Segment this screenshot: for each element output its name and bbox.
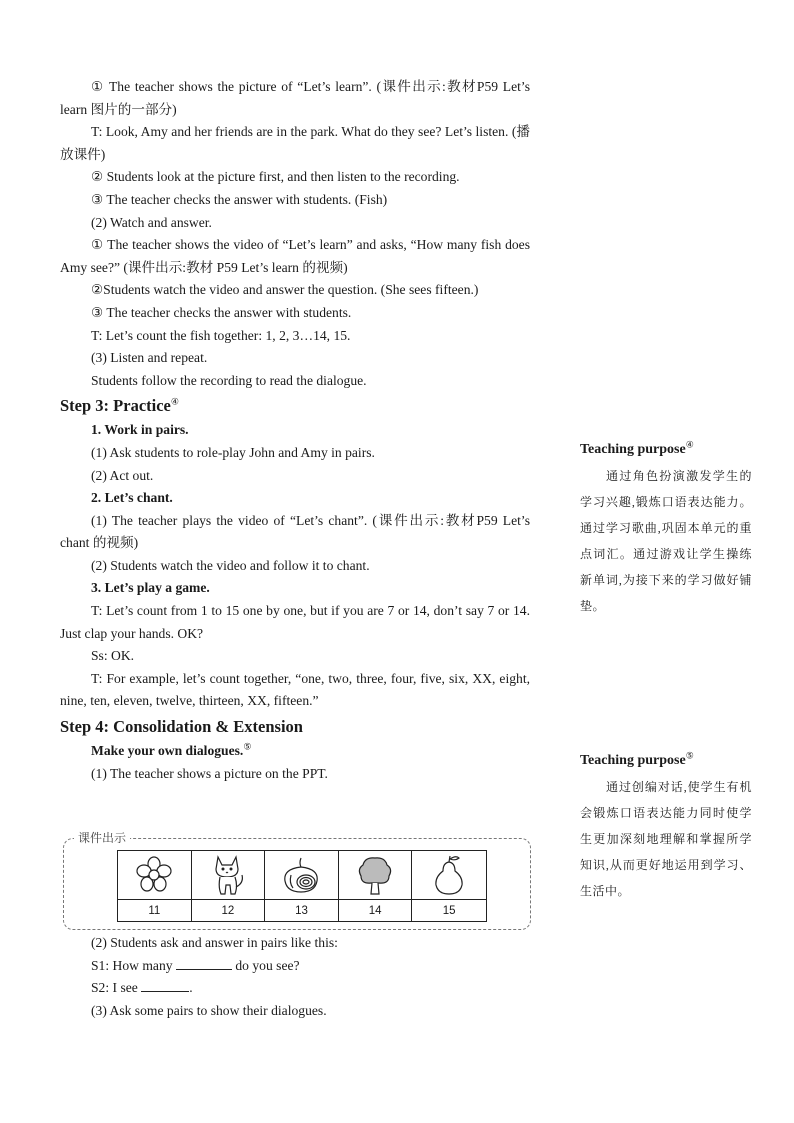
cat-cell (192, 851, 266, 900)
pear-cell (412, 851, 486, 900)
pear-icon (431, 854, 467, 896)
num-cell-11: 11 (118, 900, 192, 921)
para-l4: ③ The teacher checks the answer with students. (Fish) (91, 191, 388, 207)
step4-heading: Step 4: Consolidation & Extension (60, 717, 303, 737)
dialogue-s1-end: do you see? (235, 957, 300, 973)
para-l11: Students follow the recording to read the dialogue. (91, 372, 367, 388)
answer-blank-1 (176, 969, 232, 970)
purpose-5-title (580, 748, 752, 774)
cat-icon (208, 853, 248, 897)
step3-s1b: (2) Act out. (91, 467, 154, 483)
dialogue-s2-start: S2: I see (91, 980, 138, 996)
purpose-5-mark: ⑤ (685, 750, 694, 761)
step3-s1a: (1) Ask students to role-play John and Amy in pairs. (91, 444, 375, 460)
purpose-5-text: 通过创编对话,使学生有机会锻炼口语表达能力同时使学生更加深刻地理解和掌握所学知识,从而更好地运用到学习、生活中。 (580, 780, 752, 898)
step4-s2: (2) Students ask and answer in pairs like this: (91, 935, 338, 950)
flower-cell (118, 851, 192, 900)
para-l7: ②Students watch the video and answer the question. (She sees fifteen.) (91, 282, 479, 298)
step3-s2b: (2) Students watch the video and follow it to chant. (91, 557, 370, 573)
lesson-body (60, 76, 530, 785)
onion-cell (265, 851, 339, 900)
step3-sub1: 1. Work in pairs. (91, 422, 189, 438)
dialogue-s2 (60, 977, 530, 1000)
para-l3: ② Students look at the picture first, and then listen to the recording. (91, 169, 460, 185)
dialogue-s1-start: S1: How many (91, 957, 173, 973)
para-l6: ① The teacher shows the video of “Let’s learn” and asks, “How many fish does Amy see?” (课件出示:教材 P59 Let’s learn 的视频) (60, 237, 530, 275)
onion-icon (279, 855, 323, 895)
para-l8: ③ The teacher checks the answer with students. (91, 304, 352, 320)
para-l2: T: Look, Amy and her friends are in the park. What do they see? Let’s listen. (播放课件) (60, 124, 530, 162)
footnote-mark-4: ④ (170, 396, 179, 407)
purpose-4-mark: ④ (685, 439, 694, 450)
lesson-body-end (60, 932, 530, 1022)
step4-s3: (3) Ask some pairs to show their dialogues. (91, 1002, 327, 1018)
num-cell-14: 14 (339, 900, 413, 921)
num-cell-15: 15 (442, 904, 456, 917)
step4-s1: (1) The teacher shows a picture on the PPT. (91, 765, 328, 781)
tree-icon (355, 854, 395, 896)
para-l5: (2) Watch and answer. (91, 214, 212, 230)
answer-blank-2 (141, 991, 189, 992)
purpose-4-title-text: Teaching purpose (580, 442, 686, 457)
flower-icon (134, 855, 174, 895)
purpose-4-text: 通过角色扮演激发学生的学习兴趣,锻炼口语表达能力。通过学习歌曲,巩固本单元的重点词汇。通过游戏让学生操练新单词,为接下来的学习做好铺垫。 (580, 469, 752, 613)
step3-s2a: (1) The teacher plays the video of “Let’s chant”. (课件出示:教材P59 Let’s chant 的视频) (60, 512, 530, 551)
step3-heading-text: Step 3: Practice (60, 396, 171, 416)
tree-cell (339, 851, 413, 900)
para-l9: T: Let’s count the fish together: 1, 2, 3…14, 15. (91, 327, 351, 343)
step3-s3c: T: For example, let’s count together, “one, two, three, four, five, six, XX, eight, nine, ten, eleven, twelve, thirteen, XX, fifteen.” (60, 670, 530, 709)
teaching-purpose-5 (580, 748, 752, 904)
para-l10: (3) Listen and repeat. (91, 350, 208, 366)
step3-sub3: 3. Let’s play a game. (91, 580, 210, 596)
purpose-4-title (580, 437, 752, 463)
dialogue-s1 (60, 955, 530, 978)
courseware-box (63, 831, 531, 930)
courseware-label: 课件出示 (74, 829, 130, 846)
num-cell-12: 12 (192, 900, 266, 921)
footnote-mark-5: ⑤ (243, 741, 252, 752)
para-l1: ① The teacher shows the picture of “Let’s learn”. (课件出示:教材P59 Let’s learn 图片的一部分) (60, 79, 530, 117)
step4-sub-text: Make your own dialogues. (91, 743, 244, 759)
step3-sub2: 2. Let’s chant. (91, 490, 173, 506)
teaching-purpose-4 (580, 437, 752, 619)
dialogue-s2-end: . (189, 980, 193, 996)
step3-s3a: T: Let’s count from 1 to 15 one by one, but if you are 7 or 14, don’t say 7 or 14. Just clap your hands. OK? (60, 603, 530, 641)
step4-sub (60, 740, 530, 763)
num-cell-13: 13 (265, 900, 339, 921)
purpose-5-title-text: Teaching purpose (580, 753, 686, 768)
step3-s3b: Ss: OK. (91, 648, 135, 664)
step3-heading (60, 394, 530, 418)
picture-table (117, 850, 487, 922)
